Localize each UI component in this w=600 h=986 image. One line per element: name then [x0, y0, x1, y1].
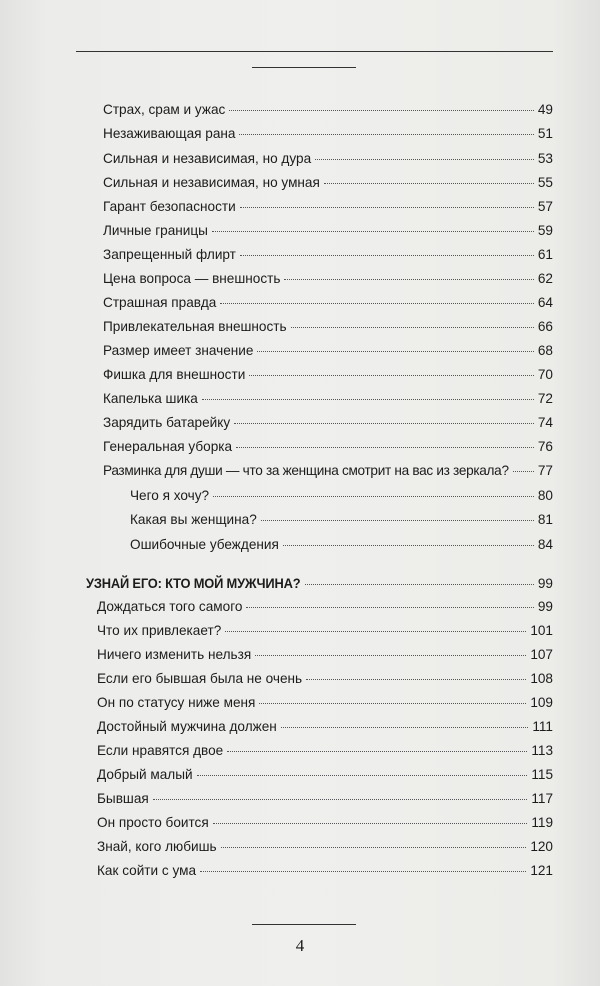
toc-entry-page: 107 — [530, 647, 553, 662]
toc-entry — [103, 100, 553, 120]
dot-leader — [220, 302, 534, 304]
toc-entry — [97, 693, 553, 713]
toc-entry-title: Если его бывшая была не очень — [97, 671, 303, 686]
toc-entry-title: Чего я хочу? — [130, 488, 210, 503]
toc-entry-title: Если нравятся двое — [97, 743, 224, 758]
toc-entry-title: Он по статусу ниже меня — [97, 695, 256, 710]
toc-entry-title: Фишка для внешности — [103, 367, 246, 382]
toc-entry-title: Как сойти с ума — [97, 863, 197, 878]
page-number: 4 — [295, 936, 305, 955]
toc-entry-page: 70 — [537, 367, 553, 382]
toc-entry-title: Бывшая — [97, 791, 149, 806]
toc-entry — [97, 669, 553, 689]
toc-entry — [103, 341, 553, 361]
toc-entry — [103, 437, 553, 457]
toc-entry-page: 111 — [532, 719, 553, 734]
toc-entry — [97, 765, 553, 785]
dot-leader — [306, 678, 526, 680]
toc-entry-title: Личные границы — [103, 223, 208, 238]
toc-entry-title: Сильная и независимая, но дура — [103, 151, 312, 166]
toc-entry-page: 109 — [530, 695, 553, 710]
toc-entry-title: Ничего изменить нельзя — [97, 647, 252, 662]
toc-entry — [103, 461, 553, 481]
toc-entry-title: Капелька шика — [103, 391, 198, 406]
toc-entry — [97, 717, 553, 737]
toc-entry-page: 59 — [537, 223, 553, 238]
toc-entry-page: 66 — [537, 319, 553, 334]
toc-entry-page: 49 — [537, 102, 553, 117]
dot-leader — [213, 495, 534, 497]
toc-entry-title: Знай, кого любишь — [97, 839, 217, 854]
top-short-rule — [252, 67, 356, 68]
dot-leader — [281, 726, 529, 728]
dot-leader — [315, 158, 534, 160]
toc-entry — [97, 741, 553, 761]
dot-leader — [202, 398, 534, 400]
dot-leader — [283, 544, 534, 546]
toc-entry — [103, 149, 553, 169]
toc-entry-title: Генеральная уборка — [103, 439, 233, 454]
toc-entry-title: Что их привлекает? — [97, 623, 222, 638]
toc-entry — [97, 861, 553, 881]
toc-entry-title: Ошибочные убеждения — [130, 537, 279, 552]
toc-entry-page: 61 — [537, 247, 553, 262]
dot-leader — [234, 422, 534, 424]
dot-leader — [513, 470, 534, 472]
toc-entry-title: Зарядить батарейку — [103, 415, 231, 430]
toc-entry-page: 101 — [530, 623, 553, 638]
dot-leader — [255, 654, 526, 656]
toc-entry — [97, 597, 553, 617]
toc-entry-page: 108 — [530, 671, 553, 686]
dot-leader — [257, 350, 533, 352]
toc-entry-title: Он просто боится — [97, 815, 209, 830]
toc-entry — [103, 389, 553, 409]
dot-leader — [236, 446, 534, 448]
dot-leader — [200, 870, 526, 872]
toc-entry-title: Размер имеет значение — [103, 343, 254, 358]
toc-entry-page: 81 — [537, 512, 553, 527]
toc-entry — [103, 245, 553, 265]
toc-entry-page: 64 — [537, 295, 553, 310]
toc-entry-title: Цена вопроса — внешность — [103, 271, 281, 286]
dot-leader — [240, 206, 534, 208]
toc-entry-title: Дождаться того самого — [97, 599, 243, 614]
toc-entry — [103, 124, 553, 144]
toc-entry-title: Незаживающая рана — [103, 126, 236, 141]
top-rule — [76, 51, 553, 52]
dot-leader — [291, 326, 534, 328]
toc-entry — [97, 837, 553, 857]
toc-entry — [103, 293, 553, 313]
toc-entry-title: Страшная правда — [103, 295, 217, 310]
toc-entry — [103, 221, 553, 241]
toc-entry-page: 72 — [537, 391, 553, 406]
dot-leader — [259, 702, 526, 704]
toc-entry-page: 99 — [537, 576, 553, 591]
toc-entry-title: Разминка для души — что за женщина смотрит на вас из зеркала? — [103, 463, 509, 478]
toc-subentry — [130, 535, 553, 555]
dot-leader — [153, 798, 528, 800]
dot-leader — [212, 230, 534, 232]
dot-leader — [246, 606, 533, 608]
dot-leader — [221, 846, 527, 848]
toc-entry — [97, 813, 553, 833]
toc-entry — [97, 645, 553, 665]
toc-entry-title: Какая вы женщина? — [130, 512, 257, 527]
toc-entry-page: 115 — [531, 767, 553, 782]
toc-entry-title: Запрещенный флирт — [103, 247, 236, 262]
toc-entry-page: 84 — [537, 537, 553, 552]
toc-entry-page: 51 — [537, 126, 553, 141]
toc-entry-title: Достойный мужчина должен — [97, 719, 277, 734]
toc-entry-page: 120 — [530, 839, 553, 854]
dot-leader — [239, 133, 533, 135]
toc-entry-page: 113 — [531, 743, 553, 758]
toc-entry-page: 121 — [530, 863, 553, 878]
toc-entry-page: 77 — [537, 463, 553, 478]
bottom-rule — [252, 924, 356, 925]
toc-entry — [103, 317, 553, 337]
dot-leader — [197, 774, 528, 776]
dot-leader — [227, 750, 527, 752]
toc-entry-page: 55 — [537, 175, 553, 190]
toc-entry-title: Добрый малый — [97, 767, 193, 782]
toc-entry — [97, 789, 553, 809]
toc-entry-page: 76 — [537, 439, 553, 454]
toc-entry — [103, 197, 553, 217]
dot-leader — [213, 822, 528, 824]
toc-entry-page: 99 — [537, 599, 553, 614]
toc-subentry — [130, 486, 553, 506]
dot-leader — [240, 254, 534, 256]
dot-leader — [249, 374, 534, 376]
toc-entry-page: 80 — [537, 488, 553, 503]
toc-entry-page: 68 — [537, 343, 553, 358]
toc-entry — [103, 173, 553, 193]
toc-entry-page: 119 — [531, 815, 553, 830]
toc-entry — [97, 621, 553, 641]
toc-entry-title: Сильная и независимая, но умная — [103, 175, 320, 190]
toc-entry-page: 74 — [537, 415, 553, 430]
toc-entry — [103, 413, 553, 433]
dot-leader — [324, 182, 534, 184]
toc-entry-title: Страх, срам и ужас — [103, 102, 226, 117]
toc-entry-page: 62 — [537, 271, 553, 286]
toc-entry — [103, 365, 553, 385]
toc-entry — [103, 269, 553, 289]
dot-leader — [225, 630, 526, 632]
toc-subentry — [130, 510, 553, 530]
toc-entry-page: 117 — [531, 791, 553, 806]
dot-leader — [261, 519, 534, 521]
dot-leader — [284, 278, 533, 280]
toc-entry-title: Привлекательная внешность — [103, 319, 287, 334]
toc-entry-page: 57 — [537, 199, 553, 214]
toc-section-heading — [86, 573, 553, 593]
dot-leader — [229, 109, 534, 111]
toc-entry-page: 53 — [537, 151, 553, 166]
toc-section-title: УЗНАЙ ЕГО: КТО МОЙ МУЖЧИНА? — [86, 575, 301, 591]
dot-leader — [305, 583, 534, 585]
toc-entry-title: Гарант безопасности — [103, 199, 236, 214]
